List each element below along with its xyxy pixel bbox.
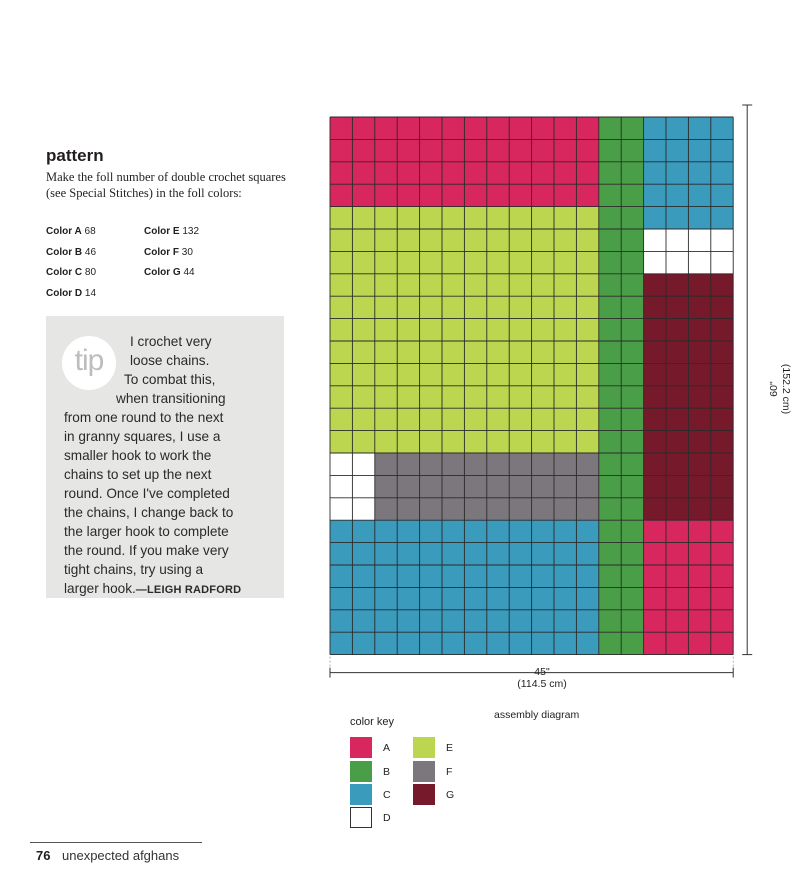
- color-key-title: color key: [350, 716, 395, 728]
- color-count-item: Color C 80: [46, 267, 97, 278]
- swatch-g: [413, 784, 435, 805]
- swatch-label: B: [383, 766, 391, 778]
- height-dimension-metric: (152.2 cm): [780, 363, 792, 415]
- tip-line: tight chains, try using a: [64, 562, 204, 577]
- tip-line: from one round to the next: [64, 410, 224, 425]
- tip-line: when transitioning: [116, 391, 226, 406]
- assembly-diagram-caption: assembly diagram: [494, 709, 580, 721]
- height-dimension-label: 60": [768, 381, 780, 397]
- tip-line: larger hook.—LEIGH RADFORD: [64, 581, 242, 596]
- swatch-e: [413, 737, 435, 758]
- tip-line: the round. If you make very: [64, 543, 229, 558]
- color-count-item: Color A 68: [46, 226, 96, 237]
- swatch-b: [350, 761, 372, 782]
- swatch-label: D: [383, 812, 391, 824]
- tip-line: the larger hook to complete: [64, 524, 229, 539]
- page-number: 76: [36, 848, 51, 863]
- color-count-item: Color G 44: [144, 267, 195, 278]
- tip-line: the chains, I change back to: [64, 505, 234, 520]
- swatch-d: [350, 807, 372, 828]
- book-title: unexpected afghans: [62, 848, 180, 863]
- tip-line: I crochet very: [130, 334, 212, 349]
- swatch-label: E: [446, 742, 454, 754]
- tip-line: chains to set up the next: [64, 467, 212, 482]
- color-count-item: Color B 46: [46, 247, 97, 258]
- swatch-label: C: [383, 789, 391, 801]
- swatch-label: F: [446, 766, 453, 778]
- pattern-intro: Make the foll number of double crochet squares (see Special Stitches) in the foll colors:: [46, 170, 286, 200]
- swatch-a: [350, 737, 372, 758]
- color-count-item: Color F 30: [144, 247, 193, 258]
- tip-line: To combat this,: [124, 372, 216, 387]
- tip-line: loose chains.: [130, 353, 210, 368]
- width-dimension-label: 45": [534, 666, 550, 678]
- width-dimension-metric: (114.5 cm): [517, 678, 567, 690]
- tip-line: round. Once I've completed: [64, 486, 230, 501]
- tip-badge: tip: [62, 336, 116, 390]
- swatch-label: G: [446, 789, 455, 801]
- swatch-label: A: [383, 742, 391, 754]
- color-count-item: Color E 132: [144, 226, 200, 237]
- color-count-item: Color D 14: [46, 288, 97, 299]
- tip-author: —LEIGH RADFORD: [135, 584, 242, 596]
- tip-line: smaller hook to work the: [64, 448, 212, 463]
- swatch-c: [350, 784, 372, 805]
- tip-line: in granny squares, I use a: [64, 429, 221, 444]
- pattern-heading: pattern: [46, 146, 104, 165]
- swatch-f: [413, 761, 435, 782]
- footer-rule: [30, 842, 202, 843]
